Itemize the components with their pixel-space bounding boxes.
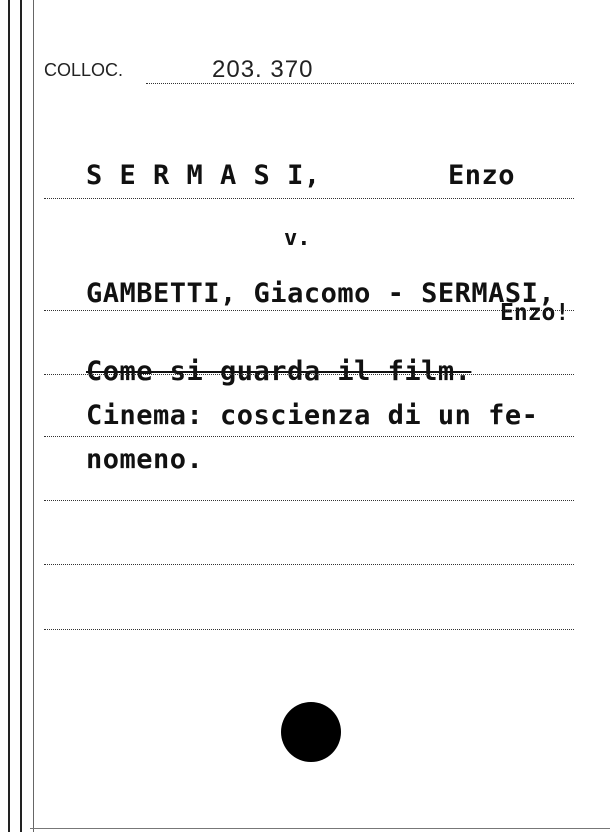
left-margin-line-2 [33, 0, 34, 832]
ruled-line-1 [44, 500, 574, 501]
author-surname: S E R M A S I, [86, 160, 321, 191]
struck-original-title: Come si guarda il film. [86, 356, 472, 387]
left-border-line [8, 0, 10, 832]
version-mark: v. [284, 226, 311, 251]
title-line-1: Cinema: coscienza di un fe- [86, 400, 539, 431]
left-margin-line [20, 0, 22, 832]
punch-hole [281, 702, 341, 762]
call-number: 203. 370 [212, 56, 314, 83]
colloc-dotted-line [146, 83, 574, 84]
colloc-label: COLLOC. [44, 60, 124, 80]
ruled-line-2 [44, 564, 574, 565]
translator-dotted-line [44, 310, 574, 311]
author-dotted-line [44, 198, 574, 199]
title-dotted-line-1 [44, 374, 574, 375]
author-first-name: Enzo [448, 160, 516, 191]
translator-line: GAMBETTI, Giacomo - SERMASI, [86, 278, 556, 309]
title-line-2: nomeno. [86, 444, 204, 475]
translator-note: Enzo! [500, 300, 570, 326]
title-dotted-line-2 [44, 436, 574, 437]
bottom-edge-line [30, 828, 610, 829]
ruled-line-3 [44, 629, 574, 630]
